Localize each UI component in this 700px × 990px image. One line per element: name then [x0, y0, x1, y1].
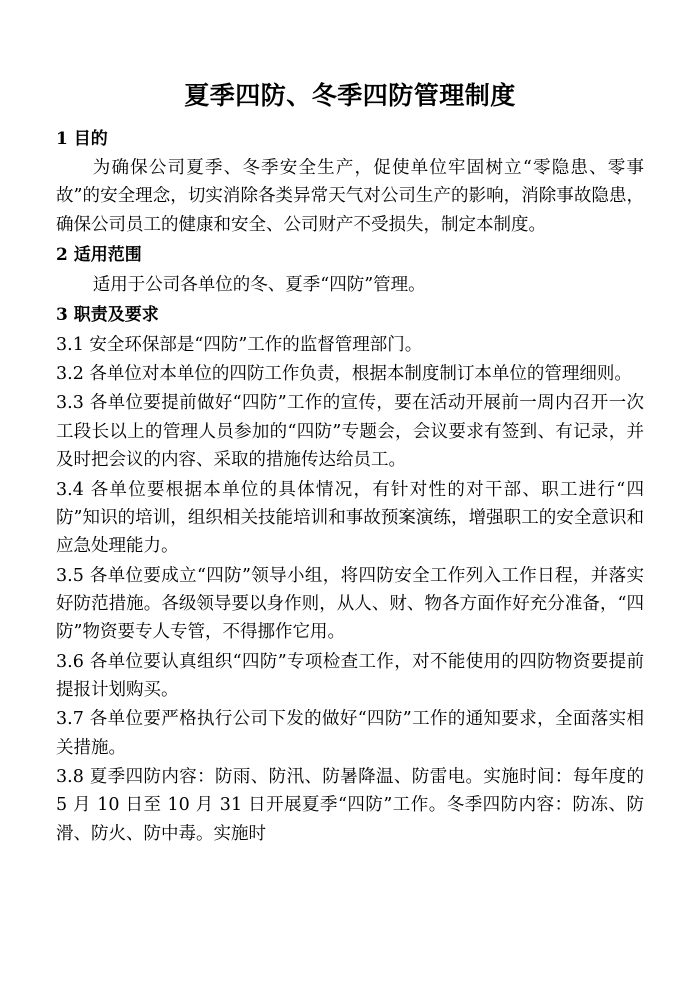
section-heading-responsibilities: 3 职责及要求	[56, 305, 159, 326]
clause-3-4: 3.4 各单位要根据本单位的具体情况，有针对性的对干部、职工进行“四防”知识的培训，组织相关技能培训和事故预案演练，增强职工的安全意识和应急处理能力。	[56, 479, 644, 557]
clause-3-8: 3.8 夏季四防内容：防雨、防汛、防暑降温、防雷电。实施时间：每年度的 5 月 10 日至 10 月 31 日开展夏季“四防”工作。冬季四防内容：防冻、防滑、防火、防中毒。实施时	[56, 766, 644, 844]
paragraph-purpose-1: 为确保公司夏季、冬季安全生产，促使单位牢固树立“零隐患、零事故”的安全理念，切实消除各类异常天气对公司生产的影响，消除事故隐患，确保公司员工的健康和安全、公司财产不受损失，制定本制度。	[56, 158, 644, 235]
section-heading-scope: 2 适用范围	[56, 245, 142, 266]
section-heading-purpose: 1 目的	[56, 128, 108, 149]
clause-3-1: 3.1 安全环保部是“四防”工作的监督管理部门。	[56, 334, 423, 355]
paragraph-scope-1: 适用于公司各单位的冬、夏季“四防”管理。	[92, 274, 426, 295]
clause-3-6: 3.6 各单位要认真组织“四防”专项检查工作，对不能使用的四防物资要提前提报计划购买。	[56, 651, 644, 700]
clause-3-7: 3.7 各单位要严格执行公司下发的做好“四防”工作的通知要求，全面落实相关措施。	[56, 709, 644, 758]
clause-3-2: 3.2 各单位对本单位的四防工作负责，根据本制度制订本单位的管理细则。	[56, 364, 632, 385]
page-title: 夏季四防、冬季四防管理制度	[184, 81, 516, 110]
clause-3-5: 3.5 各单位要成立“四防”领导小组，将四防安全工作列入工作日程，并落实好防范措施。各级领导要以身作则，从人、财、物各方面作好充分准备，“四防”物资要专人专管，不得挪作它用。	[56, 565, 644, 643]
clause-3-3: 3.3 各单位要提前做好“四防”工作的宣传，要在活动开展前一周内召开一次工段长以上的管理人员参加的“四防”专题会，会议要求有签到、有记录，并及时把会议的内容、采取的措施传达给员工。	[56, 393, 644, 471]
